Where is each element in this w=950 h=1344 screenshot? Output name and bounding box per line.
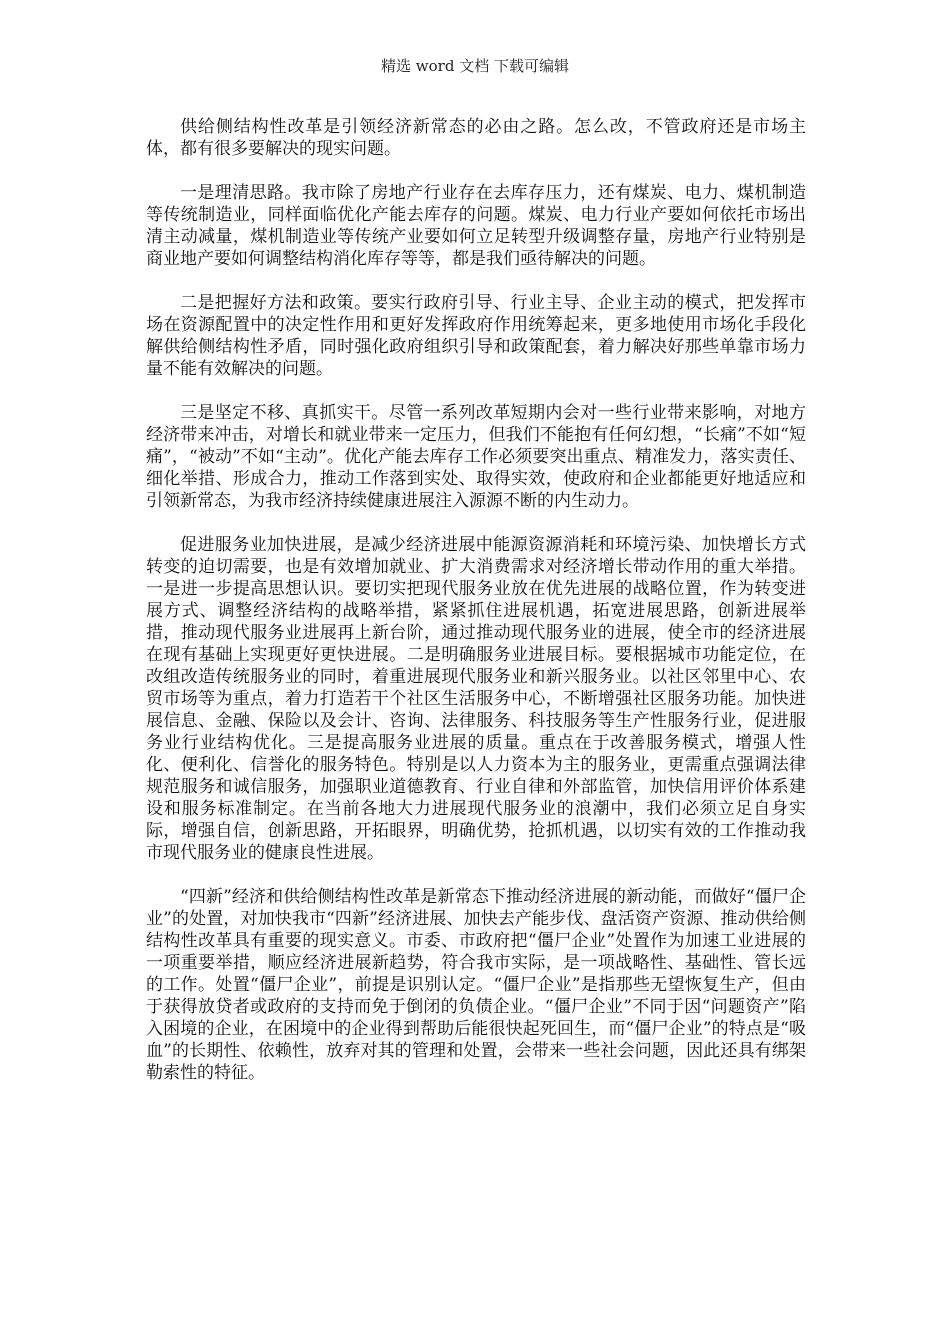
- paragraph-firm-action: 三是坚定不移、真抓实干。尽管一系列改革短期内会对一些行业带来影响，对地方经济带来冲击，对增长和就业带来一定压力，但我们不能抱有任何幻想，“长痛”不如“短痛”，“被动”不如“主动”。优化产能去库存工作必须要突出重点、精准发力，落实责任、细化举措、形成合力，推动工作落到实处、取得实效，使政府和企业都能更好地适应和引领新常态，为我市经济持续健康进展注入源源不断的内生动力。: [146, 403, 806, 511]
- page-header: [0, 56, 950, 76]
- paragraph-methods-policies: 二是把握好方法和政策。要实行政府引导、行业主导、企业主动的模式，把发挥市场在资源配置中的决定性作用和更好发挥政府作用统筹起来，更多地使用市场化手段化解供给侧结构性矛盾，同时强化政府组织引导和政策配套，着力解决好那些单靠市场力量不能有效解决的问题。: [146, 293, 806, 379]
- paragraph-clear-thinking: 一是理清思路。我市除了房地产行业存在去库存压力，还有煤炭、电力、煤机制造等传统制造业，同样面临优化产能去库存的问题。煤炭、电力行业产要如何依托市场出清主动减量，煤机制造业等传统产业要如何立足转型升级调整存量，房地产行业特别是商业地产要如何调整结构消化库存等等，都是我们亟待解决的问题。: [146, 183, 806, 269]
- paragraph-zombie-enterprises: “四新”经济和供给侧结构性改革是新常态下推动经济进展的新动能，而做好“僵尸企业”的处置，对加快我市“四新”经济进展、加快去产能步伐、盘活资产资源、推动供给侧结构性改革具有重要的现实意义。市委、市政府把“僵尸企业”处置作为加速工业进展的一项重要举措，顺应经济进展新趋势，符合我市实际，是一项战略性、基础性、管长远的工作。处置“僵尸企业”，前提是识别认定。“僵尸企业”是指那些无望恢复生产，但由于获得放贷者或政府的支持而免于倒闭的负债企业。“僵尸企业”不同于因“问题资产”陷入困境的企业，在困境中的企业得到帮助后能很快起死回生，而“僵尸企业”的特点是“吸血”的长期性、依赖性，放弃对其的管理和处置，会带来一些社会问题，因此还具有绑架勒索性的特征。: [146, 887, 806, 1083]
- header-text: 精选 word 文档 下载可编辑: [381, 57, 569, 75]
- paragraph-intro: 供给侧结构性改革是引领经济新常态的必由之路。怎么改，不管政府还是市场主体，都有很多要解决的现实问题。: [146, 117, 806, 159]
- paragraph-service-industry: 促进服务业加快进展，是减少经济进展中能源资源消耗和环境污染、加快增长方式转变的迫切需要，也是有效增加就业、扩大消费需求对经济增长带动作用的重大举措。一是进一步提高思想认识。要切实把现代服务业放在优先进展的战略位置，作为转变进展方式、调整经济结构的战略举措，紧紧抓住进展机遇，拓宽进展思路，创新进展举措，推动现代服务业进展再上新台阶，通过推动现代服务业的进展，使全市的经济进展在现有基础上实现更好更快进展。二是明确服务业进展目标。要根据城市功能定位，在改组改造传统服务业的同时，着重进展现代服务业和新兴服务业。以社区邻里中心、农贸市场等为重点，着力打造若干个社区生活服务中心，不断增强社区服务功能。加快进展信息、金融、保险以及会计、咨询、法律服务、科技服务等生产性服务行业，促进服务业行业结构优化。三是提高服务业进展的质量。重点在于改善服务模式，增强人性化、便利化、信誉化的服务特色。特别是以人力资本为主的服务业，更需重点强调法律规范服务和诚信服务，加强职业道德教育、行业自律和外部监管，加快信用评价体系建设和服务标准制定。在当前各地大力进展现代服务业的浪潮中，我们必须立足自身实际，增强自信，创新思路，开拓眼界，明确优势，抢抓机遇，以切实有效的工作推动我市现代服务业的健康良性进展。: [146, 535, 806, 863]
- document-body: [146, 116, 806, 1106]
